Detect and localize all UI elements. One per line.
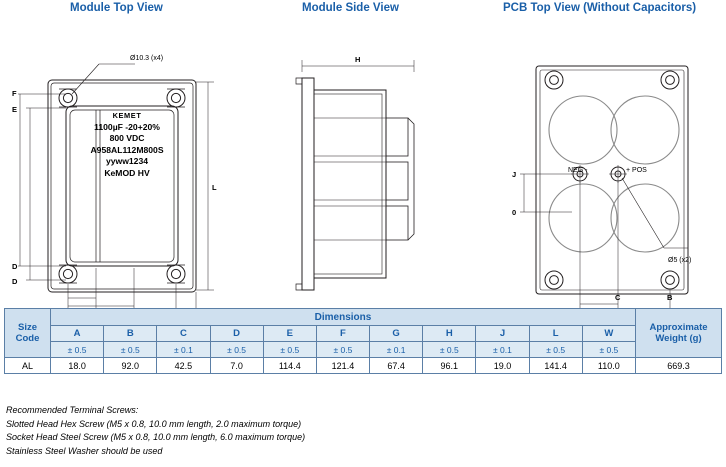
pcb-pos-terminal-label: + POS: [626, 167, 647, 174]
table-tol-f: ± 0.5: [316, 342, 369, 358]
row-weight: 669.3: [636, 358, 722, 374]
table-col-l: L: [529, 326, 582, 342]
table-col-e: E: [263, 326, 316, 342]
row-val-b: 92.0: [104, 358, 157, 374]
table-col-j: J: [476, 326, 529, 342]
table-col-a: A: [51, 326, 104, 342]
table-header-size-code: Size Code: [5, 309, 51, 358]
row-val-d: 7.0: [210, 358, 263, 374]
terminal-screw-notes: [6, 404, 305, 458]
table-tol-c: ± 0.1: [157, 342, 210, 358]
note-line-4: Stainless Steel Washer should be used: [6, 445, 163, 456]
table-col-c: C: [157, 326, 210, 342]
top-view-hole-note: Ø10.3 (x4): [130, 55, 164, 62]
module-side-view-title: Module Side View: [302, 2, 399, 14]
pcb-dim-c: C: [615, 293, 621, 302]
pcb-top-view-title: PCB Top View (Without Capacitors): [503, 2, 697, 14]
module-side-view-drawing: [262, 22, 462, 304]
side-view-dim-h: H: [355, 55, 361, 64]
table-col-d: D: [210, 326, 263, 342]
capacitor-printed-label: [72, 110, 182, 179]
table-tol-b: ± 0.5: [104, 342, 157, 358]
table-col-g: G: [370, 326, 423, 342]
table-col-h: H: [423, 326, 476, 342]
table-col-b: B: [104, 326, 157, 342]
row-val-c: 42.5: [157, 358, 210, 374]
row-val-g: 67.4: [370, 358, 423, 374]
table-tol-j: ± 0.1: [476, 342, 529, 358]
label-brand: KEMET: [112, 111, 142, 120]
label-datecode: yyww1234: [105, 156, 149, 166]
table-tol-w: ± 0.5: [582, 342, 635, 358]
table-header-row-tolerances: [5, 342, 722, 358]
row-size-code: AL: [5, 358, 51, 374]
row-val-e: 114.4: [263, 358, 316, 374]
row-val-h: 96.1: [423, 358, 476, 374]
table-tol-e: ± 0.5: [263, 342, 316, 358]
row-val-a: 18.0: [51, 358, 104, 374]
table-header-row-1: [5, 309, 722, 326]
pcb-hole-note: Ø5 (x2): [668, 257, 692, 264]
table-tol-h: ± 0.5: [423, 342, 476, 358]
pcb-neg-terminal-label: NEG -: [568, 167, 588, 174]
dimensions-table: [4, 308, 722, 374]
table-tol-a: ± 0.5: [51, 342, 104, 358]
pcb-dim-j: J: [512, 170, 517, 179]
top-view-dim-f: F: [12, 89, 17, 98]
row-val-f: 121.4: [316, 358, 369, 374]
label-partnumber: A958AL112M800S: [90, 144, 164, 155]
module-top-view-title: Module Top View: [70, 2, 163, 14]
label-family: KeMOD HV: [104, 167, 150, 178]
note-line-2: Slotted Head Hex Screw (M5 x 0.8, 10.0 mm length, 2.0 maximum torque): [6, 418, 302, 429]
row-val-j: 19.0: [476, 358, 529, 374]
pcb-dim-zero: 0: [512, 208, 517, 217]
table-tol-l: ± 0.5: [529, 342, 582, 358]
table-tol-d: ± 0.5: [210, 342, 263, 358]
label-voltage: 800 VDC: [109, 133, 145, 143]
table-header-dimensions: Dimensions: [51, 309, 636, 326]
table-col-w: W: [582, 326, 635, 342]
table-col-f: F: [316, 326, 369, 342]
table-header-weight: Approximate Weight (g): [636, 309, 722, 358]
row-val-l: 141.4: [529, 358, 582, 374]
top-view-dim-d2: D: [12, 262, 18, 271]
row-val-w: 110.0: [582, 358, 635, 374]
note-line-1: Recommended Terminal Screws:: [6, 405, 139, 415]
table-header-row-2: [5, 326, 722, 342]
note-line-3: Socket Head Steel Screw (M5 x 0.8, 10.0 mm length, 6.0 maximum torque): [6, 432, 306, 442]
pcb-top-view-drawing: [492, 22, 724, 304]
pcb-dim-b: B: [667, 293, 673, 302]
label-capacitance: 1100µF -20+20%: [94, 121, 160, 132]
top-view-dim-l: L: [212, 183, 217, 192]
top-view-dim-e: E: [12, 105, 18, 114]
table-tol-g: ± 0.1: [370, 342, 423, 358]
table-row: [5, 358, 722, 374]
top-view-dim-d3: D: [12, 277, 18, 286]
